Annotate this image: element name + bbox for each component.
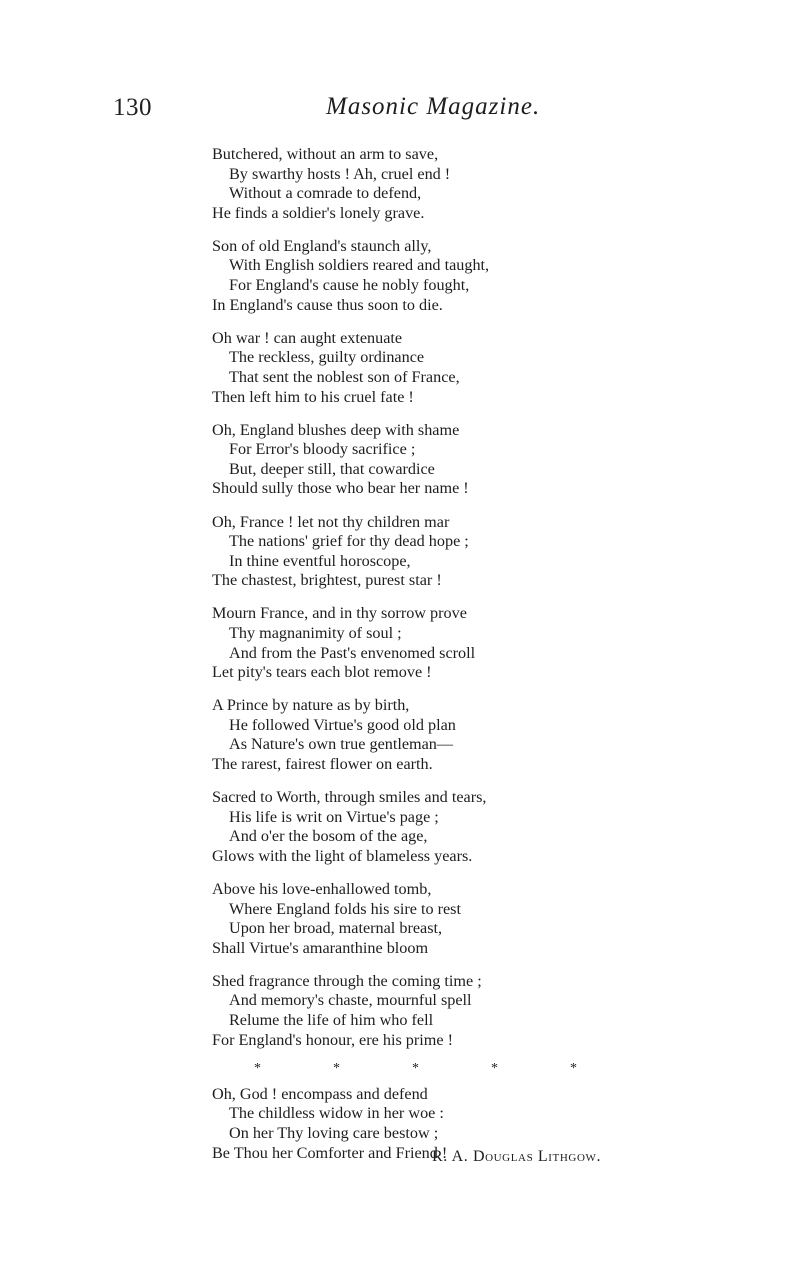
- poem-line: Glows with the light of blameless years.: [212, 846, 473, 865]
- poem-line: For Error's bloody sacrifice ;: [229, 440, 416, 459]
- poem-line: Without a comrade to defend,: [229, 184, 422, 203]
- poem-line: Should sully those who bear her name !: [212, 479, 469, 498]
- poem-line: The childless widow in her woe :: [229, 1104, 444, 1123]
- running-title: Masonic Magazine.: [326, 93, 541, 120]
- stanza: [212, 421, 652, 499]
- poem-line: Sacred to Worth, through smiles and tears,: [212, 788, 487, 807]
- poem-line: Then left him to his cruel fate !: [212, 387, 414, 406]
- poem-line: But, deeper still, that cowardice: [229, 459, 435, 478]
- poem-line: By swarthy hosts ! Ah, cruel end !: [229, 164, 451, 183]
- poem-line: The nations' grief for thy dead hope ;: [229, 532, 469, 551]
- poem-line: Shall Virtue's amaranthine bloom: [212, 938, 429, 957]
- asterisk-separator: [254, 1059, 577, 1079]
- poem-line: And from the Past's envenomed scroll: [229, 643, 476, 662]
- stanza: [212, 513, 652, 591]
- poem-line: Mourn France, and in thy sorrow prove: [212, 604, 467, 623]
- signature: R. A. Douglas Lithgow.: [432, 1148, 602, 1165]
- asterisk: *: [254, 1060, 261, 1076]
- stanza: [212, 329, 652, 407]
- poem-line: And memory's chaste, mournful spell: [229, 991, 472, 1010]
- poem-line: Son of old England's staunch ally,: [212, 236, 432, 255]
- poem-line: Oh, God ! encompass and defend: [212, 1084, 428, 1103]
- poem-line: He followed Virtue's good old plan: [229, 715, 456, 734]
- poem-line: Upon her broad, maternal breast,: [229, 919, 443, 938]
- poem-line: Above his love-enhallowed tomb,: [212, 880, 432, 898]
- poem-line: The reckless, guilty ordinance: [229, 348, 425, 367]
- poem-line: And o'er the bosom of the age,: [229, 827, 428, 846]
- poem-line: Where England folds his sire to rest: [229, 899, 461, 918]
- poem-line: He finds a soldier's lonely grave.: [212, 203, 425, 222]
- asterisk: *: [491, 1060, 498, 1076]
- stanza: [212, 880, 652, 958]
- page-number: 130: [113, 94, 152, 121]
- poem-line: Oh, England blushes deep with shame: [212, 420, 460, 439]
- poem-line: Relume the life of him who fell: [229, 1011, 434, 1030]
- stanza: [212, 972, 652, 1050]
- stanza: [212, 604, 652, 682]
- poem-line: Oh, France ! let not thy children mar: [212, 512, 450, 531]
- poem-line: For England's honour, ere his prime !: [212, 1030, 453, 1049]
- poem-line: In England's cause thus soon to die.: [212, 295, 443, 314]
- poem-line: In thine eventful horoscope,: [229, 551, 411, 570]
- poem-line: A Prince by nature as by birth,: [212, 696, 410, 715]
- asterisk: *: [412, 1060, 419, 1076]
- poem-line: Shed fragrance through the coming time ;: [212, 971, 482, 990]
- stanza: [212, 696, 652, 774]
- poem-line: Oh war ! can aught extenuate: [212, 328, 403, 347]
- stanza: [212, 237, 652, 315]
- stanza: [212, 788, 652, 866]
- poem-line: That sent the noblest son of France,: [229, 367, 460, 386]
- poem-line: His life is writ on Virtue's page ;: [229, 807, 439, 826]
- poem-line: The rarest, fairest flower on earth.: [212, 755, 433, 774]
- poem-line: Be Thou her Comforter and Friend !: [212, 1143, 448, 1162]
- asterisk: *: [333, 1060, 340, 1076]
- poem-line: On her Thy loving care bestow ;: [229, 1123, 439, 1142]
- poem-line: With English soldiers reared and taught,: [229, 256, 490, 275]
- poem-line: As Nature's own true gentleman—: [229, 735, 454, 754]
- poem: [212, 145, 652, 1177]
- poem-line: For England's cause he nobly fought,: [229, 276, 470, 295]
- poem-line: Let pity's tears each blot remove !: [212, 663, 432, 682]
- asterisk: *: [570, 1060, 577, 1076]
- poem-line: Thy magnanimity of soul ;: [229, 623, 402, 642]
- poem-line: The chastest, brightest, purest star !: [212, 571, 442, 590]
- stanza: [212, 145, 652, 223]
- poem-line: Butchered, without an arm to save,: [212, 145, 439, 163]
